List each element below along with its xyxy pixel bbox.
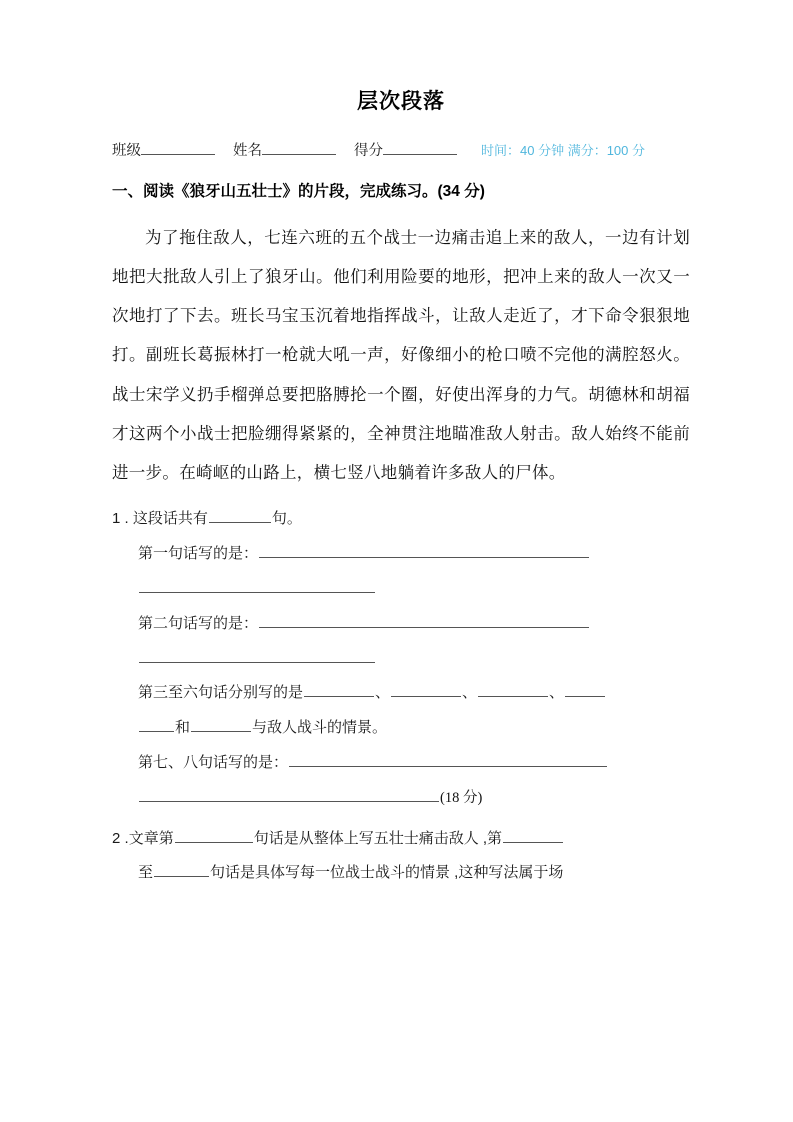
question-2-blank-3[interactable] <box>154 863 209 878</box>
question-1-sub-2-label: 第二句话写的是： <box>138 614 259 632</box>
time-limit-text: 时间：40 分钟 <box>481 143 565 159</box>
sep-2: 、 <box>462 684 478 702</box>
student-info-line <box>112 139 690 160</box>
sep-3: 、 <box>549 684 565 702</box>
score-label: 得分 <box>354 143 383 160</box>
question-2 <box>112 822 690 892</box>
class-field[interactable] <box>112 139 215 160</box>
question-1-sub-3-tail-b: 与敌人战斗的情景。 <box>252 719 388 737</box>
question-1-sub-3-blank-3[interactable] <box>478 683 548 698</box>
question-1-sub-4-label: 第七、八句话写的是： <box>138 753 289 771</box>
question-1-sub-1-label: 第一句话写的是： <box>138 545 259 563</box>
question-2-part-a: 文章第 <box>128 829 174 847</box>
page-content <box>112 88 690 891</box>
question-1-blank[interactable] <box>209 509 271 524</box>
question-1-sub-2 <box>112 607 690 642</box>
question-1-sub-2-blank[interactable] <box>259 613 589 628</box>
question-1-stem-a: 这段话共有 <box>132 510 208 528</box>
exam-meta <box>481 140 645 159</box>
question-1-sub-3 <box>112 676 690 711</box>
question-2-blank-2[interactable] <box>503 828 563 843</box>
section-heading-1: 一、阅读《狼牙山五壮士》的片段，完成练习。(34 分) <box>112 183 485 201</box>
name-label: 姓名 <box>233 143 262 160</box>
question-1-number: 1 . <box>112 510 129 528</box>
question-1-score: (18 分) <box>440 789 483 806</box>
page-title: 层次段落 <box>357 90 445 113</box>
question-2-line-1 <box>112 822 690 857</box>
question-1-sub-1 <box>112 537 690 572</box>
name-blank[interactable] <box>262 141 336 156</box>
question-1-sub-1-line2 <box>112 572 690 607</box>
question-2-line-2 <box>112 856 690 891</box>
question-1-stem <box>112 502 690 537</box>
question-1-sub-3-label: 第三至六句话分别写的是 <box>138 684 304 702</box>
question-1-sub-3-blank-1[interactable] <box>304 683 374 698</box>
question-1-sub-1-blank[interactable] <box>259 543 589 558</box>
reading-passage: 为了拖住敌人，七连六班的五个战士一边痛击追上来的敌人，一边有计划地把大批敌人引上了狼牙山。他们利用险要的地形，把冲上来的敌人一次又一次地打了下去。班长马宝玉沉着地指挥战斗，让敌人走近了，才下命令狠狠地打。副班长葛振林打一枪就大吼一声，好像细小的枪口喷不完他的满腔怒火。战士宋学义扔手榴弹总要把胳膊抡一个圈，好使出浑身的力气。胡德林和胡福才这两个小战士把脸绷得紧紧的，全神贯注地瞄准敌人射击。敌人始终不能前进一步。在崎岖的山路上，横七竖八地躺着许多敌人的尸体。 <box>112 227 690 483</box>
question-1 <box>112 502 690 815</box>
question-2-part-c: 至 <box>138 864 154 882</box>
class-blank[interactable] <box>141 141 215 156</box>
sep-1: 、 <box>375 684 391 702</box>
question-1-sub-4 <box>112 746 690 781</box>
question-2-part-d: 句话是具体写每一位战士战斗的情景 ,这种写法属于场 <box>210 864 564 882</box>
question-2-part-b: 句话是从整体上写五壮士痛击敌人 ,第 <box>253 829 503 847</box>
question-1-sub-3-blank-4a[interactable] <box>565 683 605 698</box>
score-field[interactable] <box>354 139 457 160</box>
question-1-sub-2-line2 <box>112 642 690 677</box>
question-1-sub-2-blank-2[interactable] <box>139 648 375 663</box>
question-2-number: 2 . <box>112 829 129 847</box>
question-1-sub-4-blank[interactable] <box>289 752 607 767</box>
question-1-sub-1-blank-2[interactable] <box>139 578 375 593</box>
question-1-sub-4-blank-2[interactable] <box>139 787 439 802</box>
question-1-sub-3-blank-2[interactable] <box>391 683 461 698</box>
question-1-sub-3-blank-5[interactable] <box>191 717 251 732</box>
class-label: 班级 <box>112 143 141 160</box>
question-1-sub-3-blank-4b[interactable] <box>139 717 174 732</box>
question-1-sub-3-tail-a: 和 <box>175 719 191 737</box>
question-2-blank-1[interactable] <box>175 828 253 843</box>
name-field[interactable] <box>233 139 336 160</box>
score-blank[interactable] <box>383 141 457 156</box>
total-score-text: 满分：100 分 <box>567 143 646 159</box>
question-1-stem-b: 句。 <box>271 510 302 528</box>
question-1-sub-3-line2 <box>112 711 690 746</box>
question-1-sub-4-line2 <box>112 781 690 816</box>
